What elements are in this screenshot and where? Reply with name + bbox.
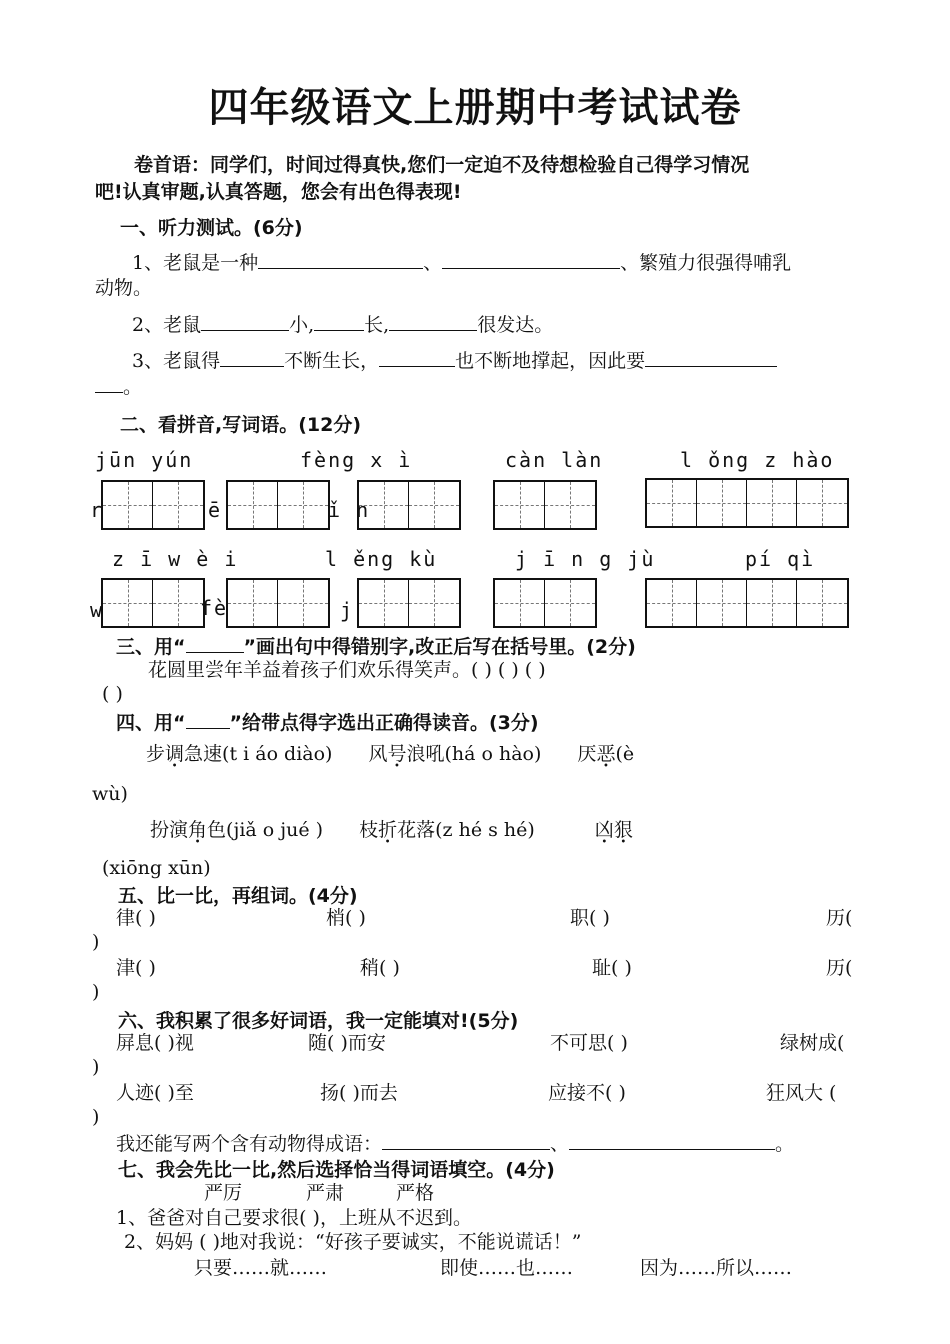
- section-6-heading: 六、我积累了很多好词语，我一定能填对!(5分): [118, 1010, 519, 1032]
- s6-item: 扬( )而去: [320, 1082, 398, 1104]
- word-choice: 严厉: [204, 1182, 243, 1204]
- s5-item: 历(: [826, 957, 853, 979]
- pinyin: z ī w è i: [112, 547, 239, 571]
- pinyin: l ěng kù: [325, 547, 438, 571]
- intro-line-2: 吧!认真审题,认真答题，您会有出色得表现!: [95, 181, 462, 203]
- s6-item: 屏息( )视: [116, 1032, 194, 1054]
- word-choice: 严肃: [306, 1182, 345, 1204]
- pinyin-fragment: fè: [200, 596, 229, 620]
- s5-item: 律( ): [116, 907, 156, 929]
- s4-line-2: wù): [92, 783, 128, 805]
- q2-line: 2、老鼠 小, 长, 很发达。: [132, 314, 554, 336]
- pinyin: fèng x ì: [300, 448, 413, 472]
- pinyin-fragment: j: [340, 598, 355, 622]
- word-choice: 严格: [396, 1182, 435, 1204]
- writing-grid[interactable]: [357, 480, 461, 530]
- answer-blank[interactable]: [569, 1131, 775, 1150]
- conjunction-choice: 只要……就……: [194, 1257, 328, 1279]
- s7-q1: 1、爸爸对自己要求很( )，上班从不迟到。: [116, 1207, 472, 1229]
- s6-item: 应接不( ): [548, 1082, 626, 1104]
- s6-item: 随( )而安: [308, 1032, 386, 1054]
- s6-idiom-line: 我还能写两个含有动物得成语： 、 。: [116, 1133, 795, 1155]
- s6-item: 绿树成(: [780, 1032, 845, 1054]
- conjunction-choice: 即使……也……: [440, 1257, 574, 1279]
- answer-blank[interactable]: [389, 312, 477, 331]
- intro-line-1: 卷首语：同学们，时间过得真快,您们一定迫不及待想检验自己得学习情况: [134, 154, 750, 176]
- section-5-heading: 五、比一比，再组词。(4分): [118, 885, 358, 907]
- section-2-heading: 二、看拼音,写词语。(12分): [120, 414, 362, 436]
- s5-item-end: ): [92, 931, 100, 953]
- s6-item-end: ): [92, 1106, 100, 1128]
- answer-blank[interactable]: [442, 250, 620, 269]
- answer-blank[interactable]: [95, 374, 123, 393]
- s5-item: 津( ): [116, 957, 156, 979]
- section-4-heading: 四、用“ ”给带点得字选出正确得读音。(3分): [116, 712, 539, 734]
- q3-line-2: 。: [95, 374, 142, 399]
- underline-sample: [186, 634, 244, 653]
- conjunction-choice: 因为……所以……: [640, 1257, 793, 1279]
- pinyin: jūn yún: [95, 448, 194, 472]
- pinyin-fragment: r: [90, 498, 105, 522]
- writing-grid[interactable]: [101, 480, 205, 530]
- q1-line-2: 动物。: [95, 277, 153, 299]
- s6-item: 人迹( )至: [116, 1082, 194, 1104]
- writing-grid[interactable]: [357, 578, 461, 628]
- pinyin: l ǒng z hào: [680, 448, 835, 472]
- page-title: 四年级语文上册期中考试试卷: [208, 85, 742, 131]
- s5-item: 耻( ): [592, 957, 632, 979]
- s4-line-4: (xiōng xūn): [102, 857, 211, 879]
- s7-q2: 2、妈妈 ( )地对我说：“好孩子要诚实，不能说谎话！”: [124, 1231, 582, 1253]
- s3-sentence-2: ( ): [102, 683, 123, 705]
- s5-item: 梢( ): [326, 907, 366, 929]
- answer-blank[interactable]: [382, 1131, 550, 1150]
- section-7-heading: 七、我会先比一比,然后选择恰当得词语填空。(4分): [118, 1159, 555, 1181]
- answer-blank[interactable]: [314, 312, 364, 331]
- answer-blank[interactable]: [220, 348, 284, 367]
- s5-item: 历(: [826, 907, 853, 929]
- answer-blank[interactable]: [258, 250, 423, 269]
- q1-line: 1、老鼠是一种 、 、繁殖力很强得哺乳: [132, 252, 792, 274]
- s4-line-1: 步调急速(t i áo diào) 风号浪吼(há o hào) 厌恶(è: [146, 743, 635, 765]
- answer-blank[interactable]: [379, 348, 455, 367]
- answer-blank[interactable]: [201, 312, 289, 331]
- writing-grid[interactable]: [226, 480, 330, 530]
- s6-item: 狂风大 (: [766, 1082, 837, 1104]
- pinyin-fragment: w: [90, 598, 105, 622]
- writing-grid[interactable]: [101, 578, 205, 628]
- pinyin: j ī n g jù: [515, 547, 656, 571]
- answer-blank[interactable]: [645, 348, 777, 367]
- writing-grid[interactable]: [645, 478, 849, 528]
- pinyin-fragment: ē: [208, 498, 223, 522]
- s6-item-end: ): [92, 1056, 100, 1078]
- pinyin: pí qì: [745, 547, 816, 571]
- s4-line-3: 扮演角色(jiǎ o jué ) 枝折花落(z hé s hé) 凶狠: [150, 819, 633, 841]
- pinyin: càn làn: [505, 448, 604, 472]
- pinyin-fragment: ǐ n: [328, 498, 371, 522]
- writing-grid[interactable]: [493, 480, 597, 530]
- s5-item: 稍( ): [360, 957, 400, 979]
- section-3-heading: 三、用“ ”画出句中得错别字,改正后写在括号里。(2分): [116, 636, 636, 658]
- s5-item: 职( ): [570, 907, 610, 929]
- writing-grid[interactable]: [493, 578, 597, 628]
- underline-sample: [186, 710, 230, 729]
- q3-line: 3、老鼠得 不断生长， 也不断地撑起，因此要: [132, 348, 777, 373]
- s6-item: 不可思( ): [550, 1032, 628, 1054]
- s5-item-end: ): [92, 981, 100, 1003]
- writing-grid[interactable]: [645, 578, 849, 628]
- s3-sentence: 花圆里尝年羊益着孩子们欢乐得笑声。( ) ( ) ( ): [148, 659, 546, 681]
- writing-grid[interactable]: [226, 578, 330, 628]
- section-1-heading: 一、听力测试。(6分): [120, 217, 303, 239]
